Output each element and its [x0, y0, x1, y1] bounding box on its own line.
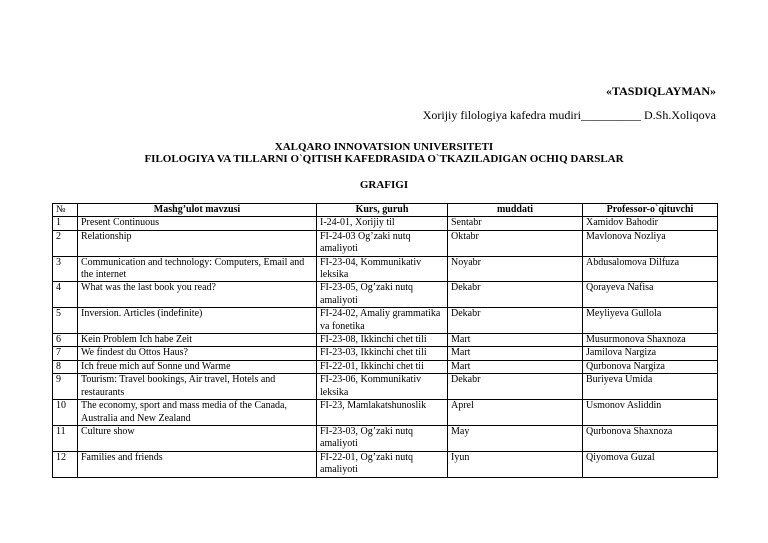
- row-number: 11: [53, 425, 78, 451]
- table-row: [53, 256, 718, 282]
- row-number: 5: [53, 308, 78, 334]
- table-row: [53, 425, 718, 451]
- course-group: FI-22-01, Og’zaki nutq amaliyoti: [317, 451, 448, 477]
- lesson-topic: Tourism: Travel bookings, Air travel, Hotels and restaurants: [78, 374, 317, 400]
- lesson-term: Oktabr: [448, 230, 583, 256]
- row-number: 4: [53, 282, 78, 308]
- row-number: 6: [53, 334, 78, 347]
- lesson-topic: Relationship: [78, 230, 317, 256]
- row-number: 1: [53, 217, 78, 230]
- course-group: FI-23, Mamlakatshunoslik: [317, 400, 448, 426]
- teacher-name: Musurmonova Shaxnoza: [583, 334, 718, 347]
- teacher-name: Qurbonova Shaxnoza: [583, 425, 718, 451]
- teacher-name: Buriyeva Umida: [583, 374, 718, 400]
- teacher-name: Xamidov Bahodir: [583, 217, 718, 230]
- lesson-term: Dekabr: [448, 282, 583, 308]
- course-group: FI-23-03, Ikkinchi chet tili: [317, 347, 448, 360]
- table-row: [53, 308, 718, 334]
- lesson-term: Dekabr: [448, 308, 583, 334]
- row-number: 8: [53, 360, 78, 373]
- teacher-name: Qurbonova Nargiza: [583, 360, 718, 373]
- row-number: 7: [53, 347, 78, 360]
- course-group: FI-24-02, Amaliy grammatika va fonetika: [317, 308, 448, 334]
- course-group: FI-23-08, Ikkinchi chet tili: [317, 334, 448, 347]
- department-head-signature-line: Xorijiy filologiya kafedra mudiri__________ D.Sh.Xoliqova: [422, 108, 716, 122]
- lesson-topic: Inversion. Articles (indefinite): [78, 308, 317, 334]
- lesson-term: Mart: [448, 347, 583, 360]
- teacher-name: Qorayeva Nafisa: [583, 282, 718, 308]
- teacher-name: Meyliyeva Gullola: [583, 308, 718, 334]
- lesson-term: May: [448, 425, 583, 451]
- column-header-group: Kurs, guruh: [317, 204, 448, 217]
- lesson-topic: Present Continuous: [78, 217, 317, 230]
- course-group: FI-23-03, Og’zaki nutq amaliyoti: [317, 425, 448, 451]
- lesson-topic: Culture show: [78, 425, 317, 451]
- course-group: FI-22-01, Ikkinchi chet tii: [317, 360, 448, 373]
- table-row: [53, 334, 718, 347]
- approval-heading: «TASDIQLAYMAN»: [605, 84, 716, 98]
- lesson-term: Dekabr: [448, 374, 583, 400]
- schedule-title: GRAFIGI: [359, 179, 409, 191]
- lesson-term: Sentabr: [448, 217, 583, 230]
- lesson-topic: What was the last book you read?: [78, 282, 317, 308]
- lesson-topic: We findest du Ottos Haus?: [78, 347, 317, 360]
- row-number: 2: [53, 230, 78, 256]
- teacher-name: Mavlonova Nozliya: [583, 230, 718, 256]
- lesson-topic: Kein Problem Ich habe Zeit: [78, 334, 317, 347]
- column-header-topic: Mashg’ulot mavzusi: [78, 204, 317, 217]
- table-header-row: [53, 204, 718, 217]
- column-header-number: №: [53, 204, 78, 217]
- university-title: XALQARO INNOVATSION UNIVERSITETI: [274, 141, 494, 153]
- course-group: FI-23-05, Og’zaki nutq amaliyoti: [317, 282, 448, 308]
- teacher-name: Qiyomova Guzal: [583, 451, 718, 477]
- table-row: [53, 451, 718, 477]
- lesson-term: Aprel: [448, 400, 583, 426]
- lesson-topic: The economy, sport and mass media of the Canada, Australia and New Zealand: [78, 400, 317, 426]
- row-number: 3: [53, 256, 78, 282]
- table-row: [53, 374, 718, 400]
- column-header-term: muddati: [448, 204, 583, 217]
- table-row: [53, 400, 718, 426]
- row-number: 10: [53, 400, 78, 426]
- course-group: FI-23-06, Kommunikativ leksika: [317, 374, 448, 400]
- course-group: I-24-01, Xorijiy til: [317, 217, 448, 230]
- row-number: 12: [53, 451, 78, 477]
- lesson-term: Mart: [448, 334, 583, 347]
- column-header-teacher: Professor-o`qituvchi: [583, 204, 718, 217]
- lesson-topic: Ich freue mich auf Sonne und Warme: [78, 360, 317, 373]
- table-row: [53, 360, 718, 373]
- course-group: FI-24-03 Og’zaki nutq amaliyoti: [317, 230, 448, 256]
- open-lessons-table: [52, 203, 718, 478]
- teacher-name: Jamilova Nargiza: [583, 347, 718, 360]
- row-number: 9: [53, 374, 78, 400]
- lesson-term: Iyun: [448, 451, 583, 477]
- course-group: FI-23-04, Kommunikativ leksika: [317, 256, 448, 282]
- teacher-name: Usmonov Asliddin: [583, 400, 718, 426]
- lesson-topic: Communication and technology: Computers, Email and the internet: [78, 256, 317, 282]
- table-row: [53, 230, 718, 256]
- lesson-topic: Families and friends: [78, 451, 317, 477]
- teacher-name: Abdusalomova Dilfuza: [583, 256, 718, 282]
- table-row: [53, 217, 718, 230]
- table-row: [53, 282, 718, 308]
- lesson-term: Noyabr: [448, 256, 583, 282]
- table-row: [53, 347, 718, 360]
- document-title: FILOLOGIYA VA TILLARNI O`QITISH KAFEDRASIDA O`TKAZILADIGAN OCHIQ DARSLAR: [144, 153, 624, 165]
- lesson-term: Mart: [448, 360, 583, 373]
